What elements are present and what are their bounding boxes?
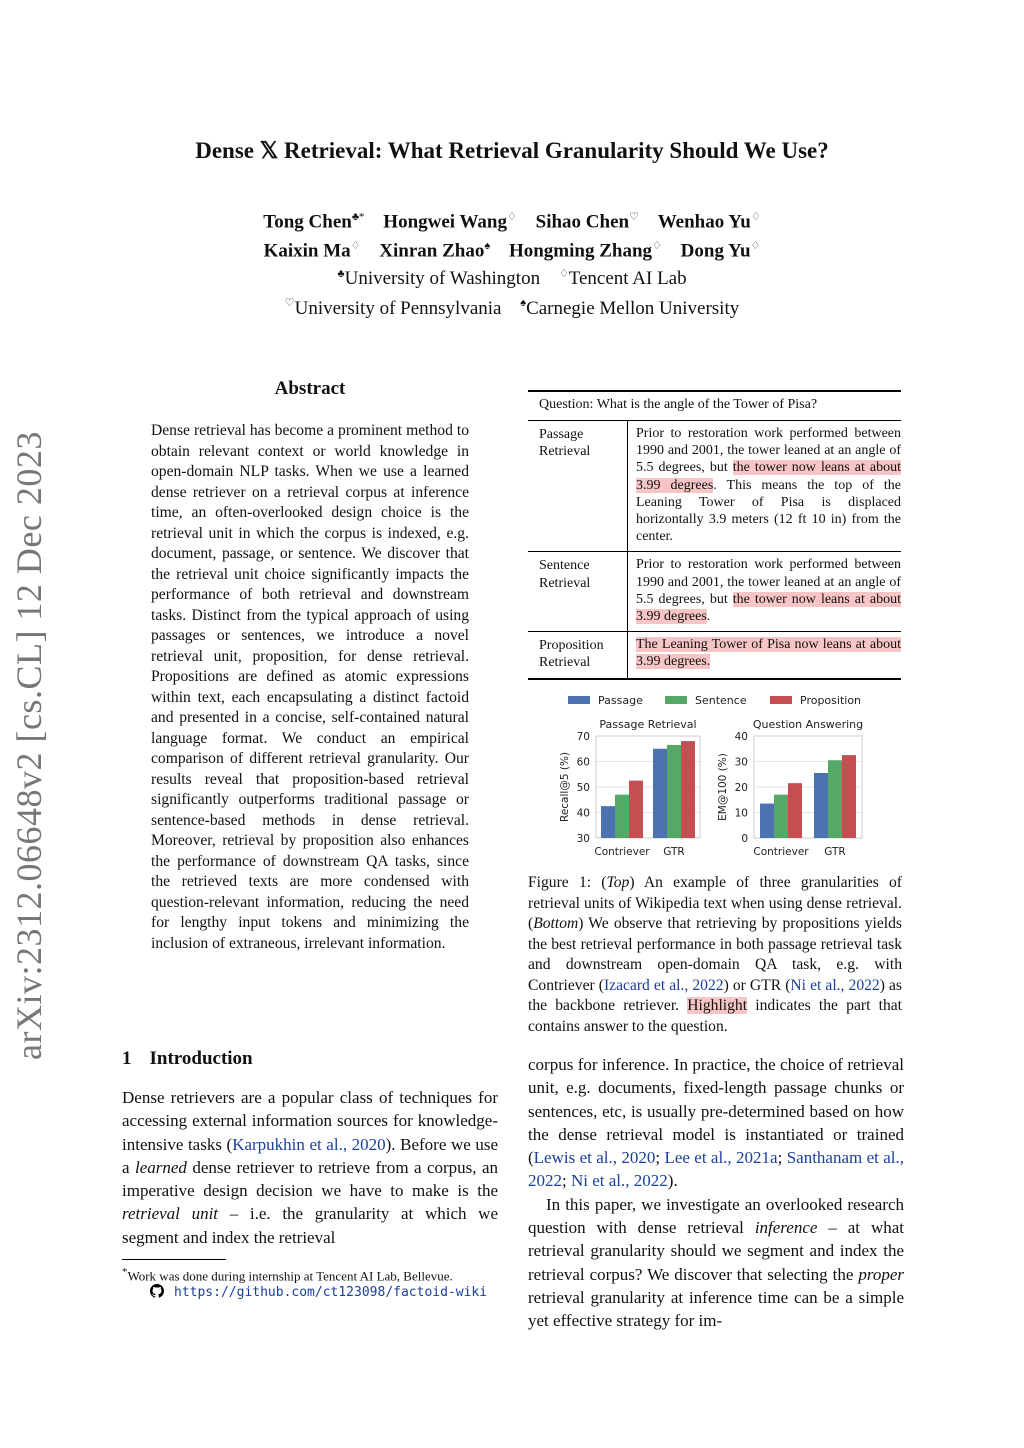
y-axis-label: EM@100 (%) [717, 753, 729, 821]
author: Hongming Zhang♢ [508, 240, 662, 262]
y-tick-label: 30 [734, 756, 748, 769]
author: Wenhao Yu♢ [657, 211, 761, 233]
legend-swatch [568, 696, 590, 704]
author: Xinran Zhao♠ [379, 240, 491, 262]
y-tick-label: 60 [576, 756, 590, 769]
bar [814, 773, 828, 838]
author: Kaixin Ma♢ [263, 240, 361, 262]
affiliation: ♠Carnegie Mellon University [520, 297, 740, 319]
y-tick-label: 50 [576, 782, 590, 794]
bar [828, 760, 842, 838]
author-list [120, 205, 904, 264]
row-text: Prior to restoration work performed between 1990 and 2001, the tower leaned at an angle of 5.5 degrees, but the tower now leans at about 3.99 degrees. This means the top of the Leaning Tower of Pisa is displaced horizontally 3.9 meters (12 ft 10 in) from the center. [627, 421, 901, 551]
bar [601, 806, 615, 838]
answer-highlight: The Leaning Tower of Pisa now leans at about 3.99 degrees. [636, 637, 901, 670]
table-question: Question: What is the angle of the Tower of Pisa? [539, 397, 818, 412]
row-label: Passage Retrieval [539, 427, 591, 460]
bar [653, 749, 667, 838]
author: Dong Yu♢ [680, 240, 761, 262]
bar [788, 783, 802, 838]
x-tick-label: Contriever [594, 846, 650, 858]
legend-label: Sentence [695, 694, 747, 707]
paper-title: Dense 𝕏 Retrieval: What Retrieval Granularity Should We Use? [195, 138, 829, 163]
affiliation: ♣University of Washington [337, 268, 541, 290]
bar [760, 804, 774, 838]
bar [615, 795, 629, 838]
figure-1-table [528, 390, 901, 680]
table-bottom-rule [528, 678, 901, 680]
footnote-rule [122, 1259, 226, 1260]
affiliation: ♡University of Pennsylvania [284, 297, 502, 319]
answer-highlight: the tower now leans at about 3.99 degrees [636, 460, 901, 493]
affiliation-line-2 [120, 291, 904, 320]
intro-continued [528, 1053, 904, 1333]
y-tick-label: 10 [734, 807, 748, 820]
affiliation: ♢Tencent AI Lab [558, 268, 687, 290]
section-heading: 1 Introduction [122, 1048, 253, 1069]
citation-link[interactable]: Karpukhin et al., 2020 [232, 1134, 386, 1154]
citation-link[interactable]: Lee et al., 2021a [664, 1148, 778, 1168]
chart-title: Passage Retrieval [599, 718, 697, 731]
legend-swatch [665, 696, 687, 704]
citation-link[interactable]: Ni et al., 2022 [790, 976, 880, 994]
y-tick-label: 40 [734, 731, 748, 743]
y-tick-label: 30 [576, 833, 590, 845]
abstract-text: Dense retrieval has become a prominent method to obtain relevant context or world knowledge in open-domain NLP tasks. When we use a learned dense retriever on a retrieval corpus at inference time, an often-overlooked design choice is the retrieval unit in which the corpus is indexed, e.g. document, passage, or sentence. We discover that the retrieval unit choice significantly impacts the performance of both retrieval and downstream tasks. Distinct from the typical approach of using passages or sentences, we introduce a novel retrieval unit, proposition, for dense retrieval. Propositions are defined as atomic expressions within text, each encapsulating a distinct factoid and presented in a concise, self-contained natural language format. We conduct an empirical comparison of different retrieval granularity. Our results reveal that proposition-based retrieval significantly outperforms traditional passage or sentence-based methods in dense retrieval. Moreover, retrieval by proposition also enhances the performance of downstream QA tasks, since the retrieved texts are more condensed with question-relevant information, reducing the need for lengthy input tokens and minimizing the inclusion of extraneous, irrelevant information. [151, 422, 469, 952]
highlight-legend: Highlight [687, 997, 748, 1014]
y-axis-label: Recall@5 (%) [559, 751, 571, 823]
footnote: *Work was done during internship at Tencent AI Lab, Bellevue. https://github.com/ct123098/factoid-wiki [122, 1266, 488, 1301]
y-tick-label: 70 [576, 731, 590, 743]
author: Tong Chen♣* [263, 211, 365, 233]
row-text [627, 632, 901, 677]
y-tick-label: 20 [734, 782, 748, 794]
y-tick-label: 40 [576, 807, 590, 820]
author: Sihao Chen♡ [535, 211, 639, 233]
row-label: Proposition Retrieval [539, 638, 604, 671]
paragraph: In this paper, we investigate an overlooked research question with dense retrieval inference – at what retrieval granularity should we segment and index the retrieval corpus? We discover that selecting the proper retrieval granularity at inference time can be a simple yet effective strategy for im- [528, 1194, 904, 1331]
figure-1-bar-charts [540, 688, 900, 864]
bar [667, 745, 681, 838]
author-line-2 [120, 234, 904, 263]
y-tick-label: 0 [741, 833, 748, 845]
author-line-1 [120, 205, 904, 234]
citation-link[interactable]: Santhanam et al., 2022 [528, 1148, 904, 1191]
x-tick-label: GTR [663, 846, 685, 858]
bar [629, 781, 643, 838]
intro-paragraph: Dense retrievers are a popular class of techniques for accessing external information sources for knowledge-intensive tasks (Karpukhin et al., 2020). Before we use a learned dense retriever to retrieve from a corpus, an imperative design decision we have to make is the retrieval unit – i.e. the granularity at which we segment and index the retrieval [122, 1088, 499, 1247]
legend-label: Proposition [800, 694, 862, 707]
x-tick-label: GTR [824, 846, 846, 858]
citation-link[interactable]: Lewis et al., 2020 [533, 1148, 656, 1168]
x-tick-label: Contriever [753, 846, 809, 858]
row-text: Prior to restoration work performed between 1990 and 2001, the tower leaned at an angle of 5.5 degrees, but the tower now leans at about 3.99 degrees. [627, 552, 901, 631]
paragraph: corpus for inference. In practice, the choice of retrieval unit, e.g. documents, fixed-length passage chunks or sentences, etc, is usually pre-determined based on how the dense retrieval model is instantiated or trained (Lewis et al., 2020; Lee et al., 2021a; Santhanam et al., 2022; Ni et al., 2022). [528, 1055, 904, 1191]
row-label: Sentence Retrieval [539, 558, 591, 591]
affiliation-line-1 [120, 262, 904, 291]
answer-highlight: the tower now leans at about 3.99 degrees [636, 591, 901, 625]
bar [681, 741, 695, 838]
github-icon [150, 1284, 164, 1298]
table-row-sentence [528, 552, 901, 631]
table-row-passage [528, 421, 901, 551]
figure-caption: Figure 1: (Top) An example of three granularities of retrieval units of Wikipedia text when using dense retrieval. (Bottom) We observe that retrieving by propositions yields the best retrieval performance in both passage retrieval task and downstream open-domain QA task, e.g. with Contriever (Izacard et al., 2022) or GTR (Ni et al., 2022) as the backbone retriever. Highlight indicates the part that contains answer to the question. [528, 874, 902, 1035]
arxiv-identifier: arXiv:2312.06648v2 [cs.CL] 12 Dec 2023 [9, 431, 49, 1060]
legend-swatch [770, 696, 792, 704]
legend-label: Passage [598, 694, 643, 707]
abstract-heading: Abstract [274, 378, 346, 399]
repo-link[interactable]: https://github.com/ct123098/factoid-wiki [174, 1285, 488, 1301]
chart-title: Question Answering [752, 718, 864, 731]
author: Hongwei Wang♢ [383, 211, 517, 233]
affiliation-list [120, 262, 904, 321]
table-row-proposition [528, 632, 901, 677]
citation-link[interactable]: Ni et al., 2022 [570, 1171, 668, 1191]
citation-link[interactable]: Izacard et al., 2022 [603, 976, 724, 994]
bar [774, 795, 788, 838]
bar [842, 755, 856, 838]
